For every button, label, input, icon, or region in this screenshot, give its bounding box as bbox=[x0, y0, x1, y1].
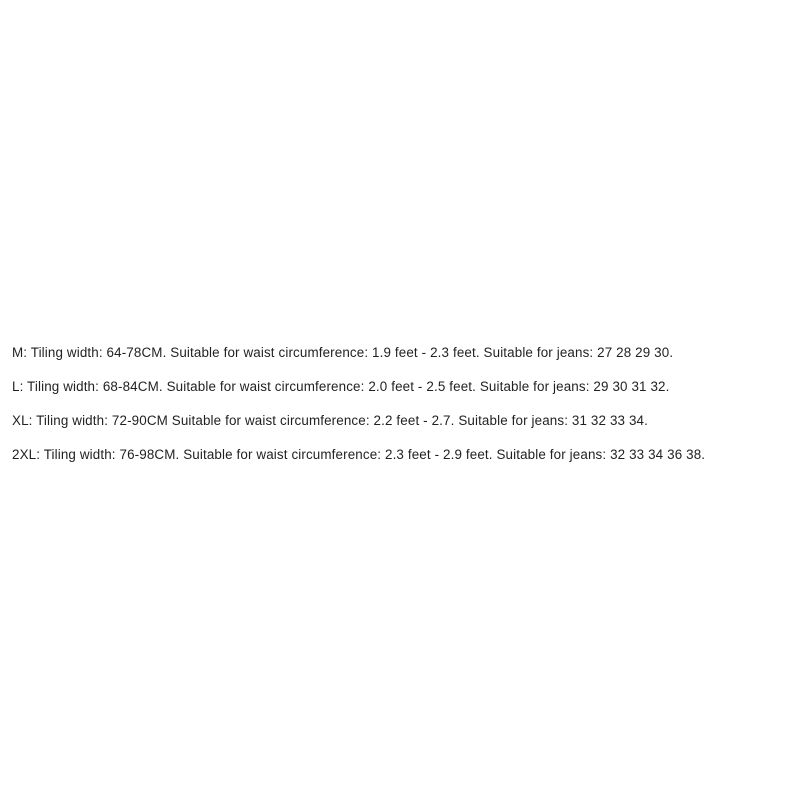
size-chart-line-2xl: 2XL: Tiling width: 76-98CM. Suitable for waist circumference: 2.3 feet - 2.9 feet. Suitable for jeans: 32 33 34 36 38. bbox=[12, 447, 706, 462]
size-chart-line-xl: XL: Tiling width: 72-90CM Suitable for waist circumference: 2.2 feet - 2.7. Suitable for jeans: 31 32 33 34. bbox=[12, 413, 648, 428]
size-chart-line-l: L: Tiling width: 68-84CM. Suitable for waist circumference: 2.0 feet - 2.5 feet. Suitable for jeans: 29 30 31 32. bbox=[12, 379, 670, 394]
size-chart-line-list bbox=[12, 336, 800, 472]
size-chart-line-m: M: Tiling width: 64-78CM. Suitable for waist circumference: 1.9 feet - 2.3 feet. Suitable for jeans: 27 28 29 30. bbox=[12, 345, 674, 360]
